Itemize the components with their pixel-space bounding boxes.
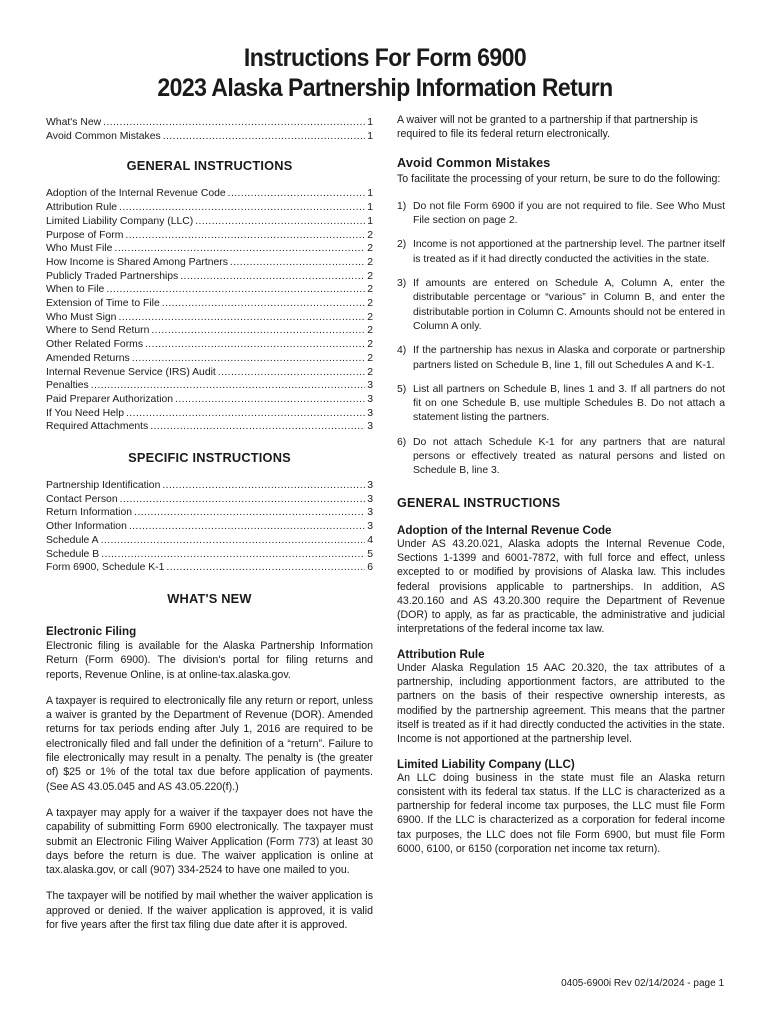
toc-entry[interactable]: How Income is Shared Among Partners ..... 2 — [46, 256, 373, 270]
general-instructions-toc — [46, 187, 373, 434]
toc-entry[interactable]: Paid Preparer Authorization ..... 3 — [46, 393, 373, 407]
toc-entry[interactable]: Internal Revenue Service (IRS) Audit ..... 2 — [46, 366, 373, 380]
section-paragraph: Under AS 43.20.021, Alaska adopts the Internal Revenue Code, Sections 1-1399 and 6001-7872, with full force and effect, unless excepted to or modified by provisions of Alaska law. This includes federal provisions applicable to partnerships. In addition, AS 43.20.160 and AS 43.20.300 require the Department of Revenue (DOR) to apply, as far as practicable, the administrative and judicial interpretations of the federal income tax law. — [397, 537, 725, 636]
toc-entry[interactable]: Schedule A ..... 4 — [46, 534, 373, 548]
list-item: 3) If amounts are entered on Schedule A, Column A, enter the distributable percentage or “various” in Column B, and enter the distributable portion in Column C. Amounts should not be entered in Column A only. — [397, 278, 725, 332]
toc-entry[interactable]: Purpose of Form ..... 2 — [46, 229, 373, 243]
toc-entry[interactable]: Other Information ..... 3 — [46, 520, 373, 534]
page-footer: 0405-6900i Rev 02/14/2024 - page 1 — [561, 978, 724, 989]
right-column — [397, 113, 725, 856]
toc-entry[interactable]: Return Information ..... 3 — [46, 506, 373, 520]
document-title: Instructions For Form 6900 — [243, 44, 527, 72]
toc-entry[interactable]: Extension of Time to File ..... 2 — [46, 297, 373, 311]
toc-entry[interactable]: Partnership Identification ..... 3 — [46, 479, 373, 493]
specific-instructions-toc — [46, 479, 373, 575]
section-heading: Limited Liability Company (LLC) — [397, 757, 575, 771]
left-column — [46, 116, 373, 932]
whats-new-heading: WHAT'S NEW — [167, 590, 252, 606]
general-instructions-toc-heading: GENERAL INSTRUCTIONS — [126, 158, 293, 174]
list-item: 2) Income is not apportioned at the partnership level. The partner itself is treated as if it had directly conducted the activities in the state. — [397, 239, 725, 265]
general-instructions-heading: GENERAL INSTRUCTIONS — [397, 495, 561, 510]
whats-new-paragraph: A taxpayer is required to electronically file any return or report, unless a waiver is granted by the Department of Revenue (DOR). Amended returns for tax periods ending after July 1, 2016 are required to be electronically filed and fall under the definition of a “return”. Failure to file electronically may result in a penalty. The penalty is (the greater of) $25 or 1% of the total tax due before application of payments. (See AS 43.05.045 and AS 43.05.220(f).) — [46, 694, 373, 793]
list-item: 6) Do not attach Schedule K-1 for any partners that are natural persons or effectively treated as natural persons and listed on Schedule B, line 3. — [397, 436, 725, 477]
toc-entry[interactable]: Where to Send Return ..... 2 — [46, 324, 373, 338]
toc-entry[interactable]: If You Need Help ..... 3 — [46, 407, 373, 421]
toc-entry[interactable]: Penalties ..... 3 — [46, 379, 373, 393]
toc-entry[interactable]: Form 6900, Schedule K-1 ..... 6 — [46, 561, 373, 575]
toc-entry[interactable]: Who Must File ..... 2 — [46, 242, 373, 256]
toc-entry[interactable]: Who Must Sign ..... 2 — [46, 311, 373, 325]
toc-entry[interactable]: Attribution Rule ..... 1 — [46, 201, 373, 215]
toc-entry[interactable]: Limited Liability Company (LLC) ..... 1 — [46, 215, 373, 229]
toc-entry[interactable]: Other Related Forms ..... 2 — [46, 338, 373, 352]
avoid-mistakes-heading: Avoid Common Mistakes — [397, 155, 551, 170]
toc-entry[interactable]: Contact Person ..... 3 — [46, 493, 373, 507]
document-subtitle: 2023 Alaska Partnership Information Return — [157, 74, 613, 102]
section-paragraph: An LLC doing business in the state must file an Alaska return consistent with its federal tax status. If the LLC is characterized as a partnership for federal income tax purposes, the LLC must file Form 6900. If the LLC is characterized as a corporation for federal income tax purposes, the LLC does not file Form 6900, but must file Form 6000, 6100, or 6150 (corporation net income tax return). — [397, 771, 725, 855]
toc-entry[interactable]: Required Attachments ..... 3 — [46, 420, 373, 434]
avoid-mistakes-intro: To facilitate the processing of your return, be sure to do the following: — [397, 172, 721, 185]
top-toc — [46, 116, 373, 143]
list-item: 1) Do not file Form 6900 if you are not required to file. See Who Must File section on page 2. — [397, 200, 725, 227]
toc-entry[interactable]: Schedule B ..... 5 — [46, 548, 373, 562]
toc-entry[interactable]: Publicly Traded Partnerships ..... 2 — [46, 270, 373, 284]
waiver-note: A waiver will not be granted to a partnership if that partnership is required to file its federal return electronically. — [397, 114, 698, 141]
section-heading: Adoption of the Internal Revenue Code — [397, 523, 612, 537]
specific-instructions-toc-heading: SPECIFIC INSTRUCTIONS — [128, 450, 291, 466]
section-heading: Attribution Rule — [397, 647, 485, 661]
electronic-filing-heading: Electronic Filing — [46, 624, 137, 638]
list-item: 4) If the partnership has nexus in Alaska and corporate or partnership partners listed on Schedule B, line 1, fill out Schedules A and K-1. — [397, 345, 725, 371]
list-item: 5) List all partners on Schedule B, lines 1 and 3. If all partners do not fit on one Schedule B, use multiple Schedules B. Do not attach a statement listing the partners. — [397, 383, 725, 424]
whats-new-paragraph: Electronic filing is available for the Alaska Partnership Information Return (Form 6900). The division's portal for filing returns and reports, Revenue Online, is at online-tax.alaska.gov. — [46, 639, 373, 681]
toc-entry[interactable]: Adoption of the Internal Revenue Code ..... 1 — [46, 187, 373, 201]
section-paragraph: Under Alaska Regulation 15 AAC 20.320, the tax attributes of a partnership, including apportionment factors, are attributed to the partners on the basis of their respective ownership interests, as modified by the partnership agreement. This means that the partner itself is treated as if it had directly conducted the activities in the state. Income is not apportioned at the partnership level. — [397, 661, 725, 746]
toc-entry[interactable]: When to File ..... 2 — [46, 283, 373, 297]
toc-entry[interactable]: Amended Returns ..... 2 — [46, 352, 373, 366]
whats-new-paragraph: A taxpayer may apply for a waiver if the taxpayer does not have the capability of submitting Form 6900 electronically. The taxpayer must submit an Electronic Filing Waiver Application (Form 773) at least 30 days before the return is due. The waiver application is online at tax.alaska.gov, or call (907) 334-2524 to have one mailed to you. — [46, 806, 373, 877]
toc-entry[interactable]: Avoid Common Mistakes ..... 1 — [46, 130, 373, 144]
whats-new-paragraph: The taxpayer will be notified by mail whether the waiver application is approved or denied. If the waiver application is approved, it is valid for five years after the first tax filing due date after it is approved. — [46, 890, 373, 932]
toc-entry[interactable]: What's New ..... 1 — [46, 116, 373, 130]
